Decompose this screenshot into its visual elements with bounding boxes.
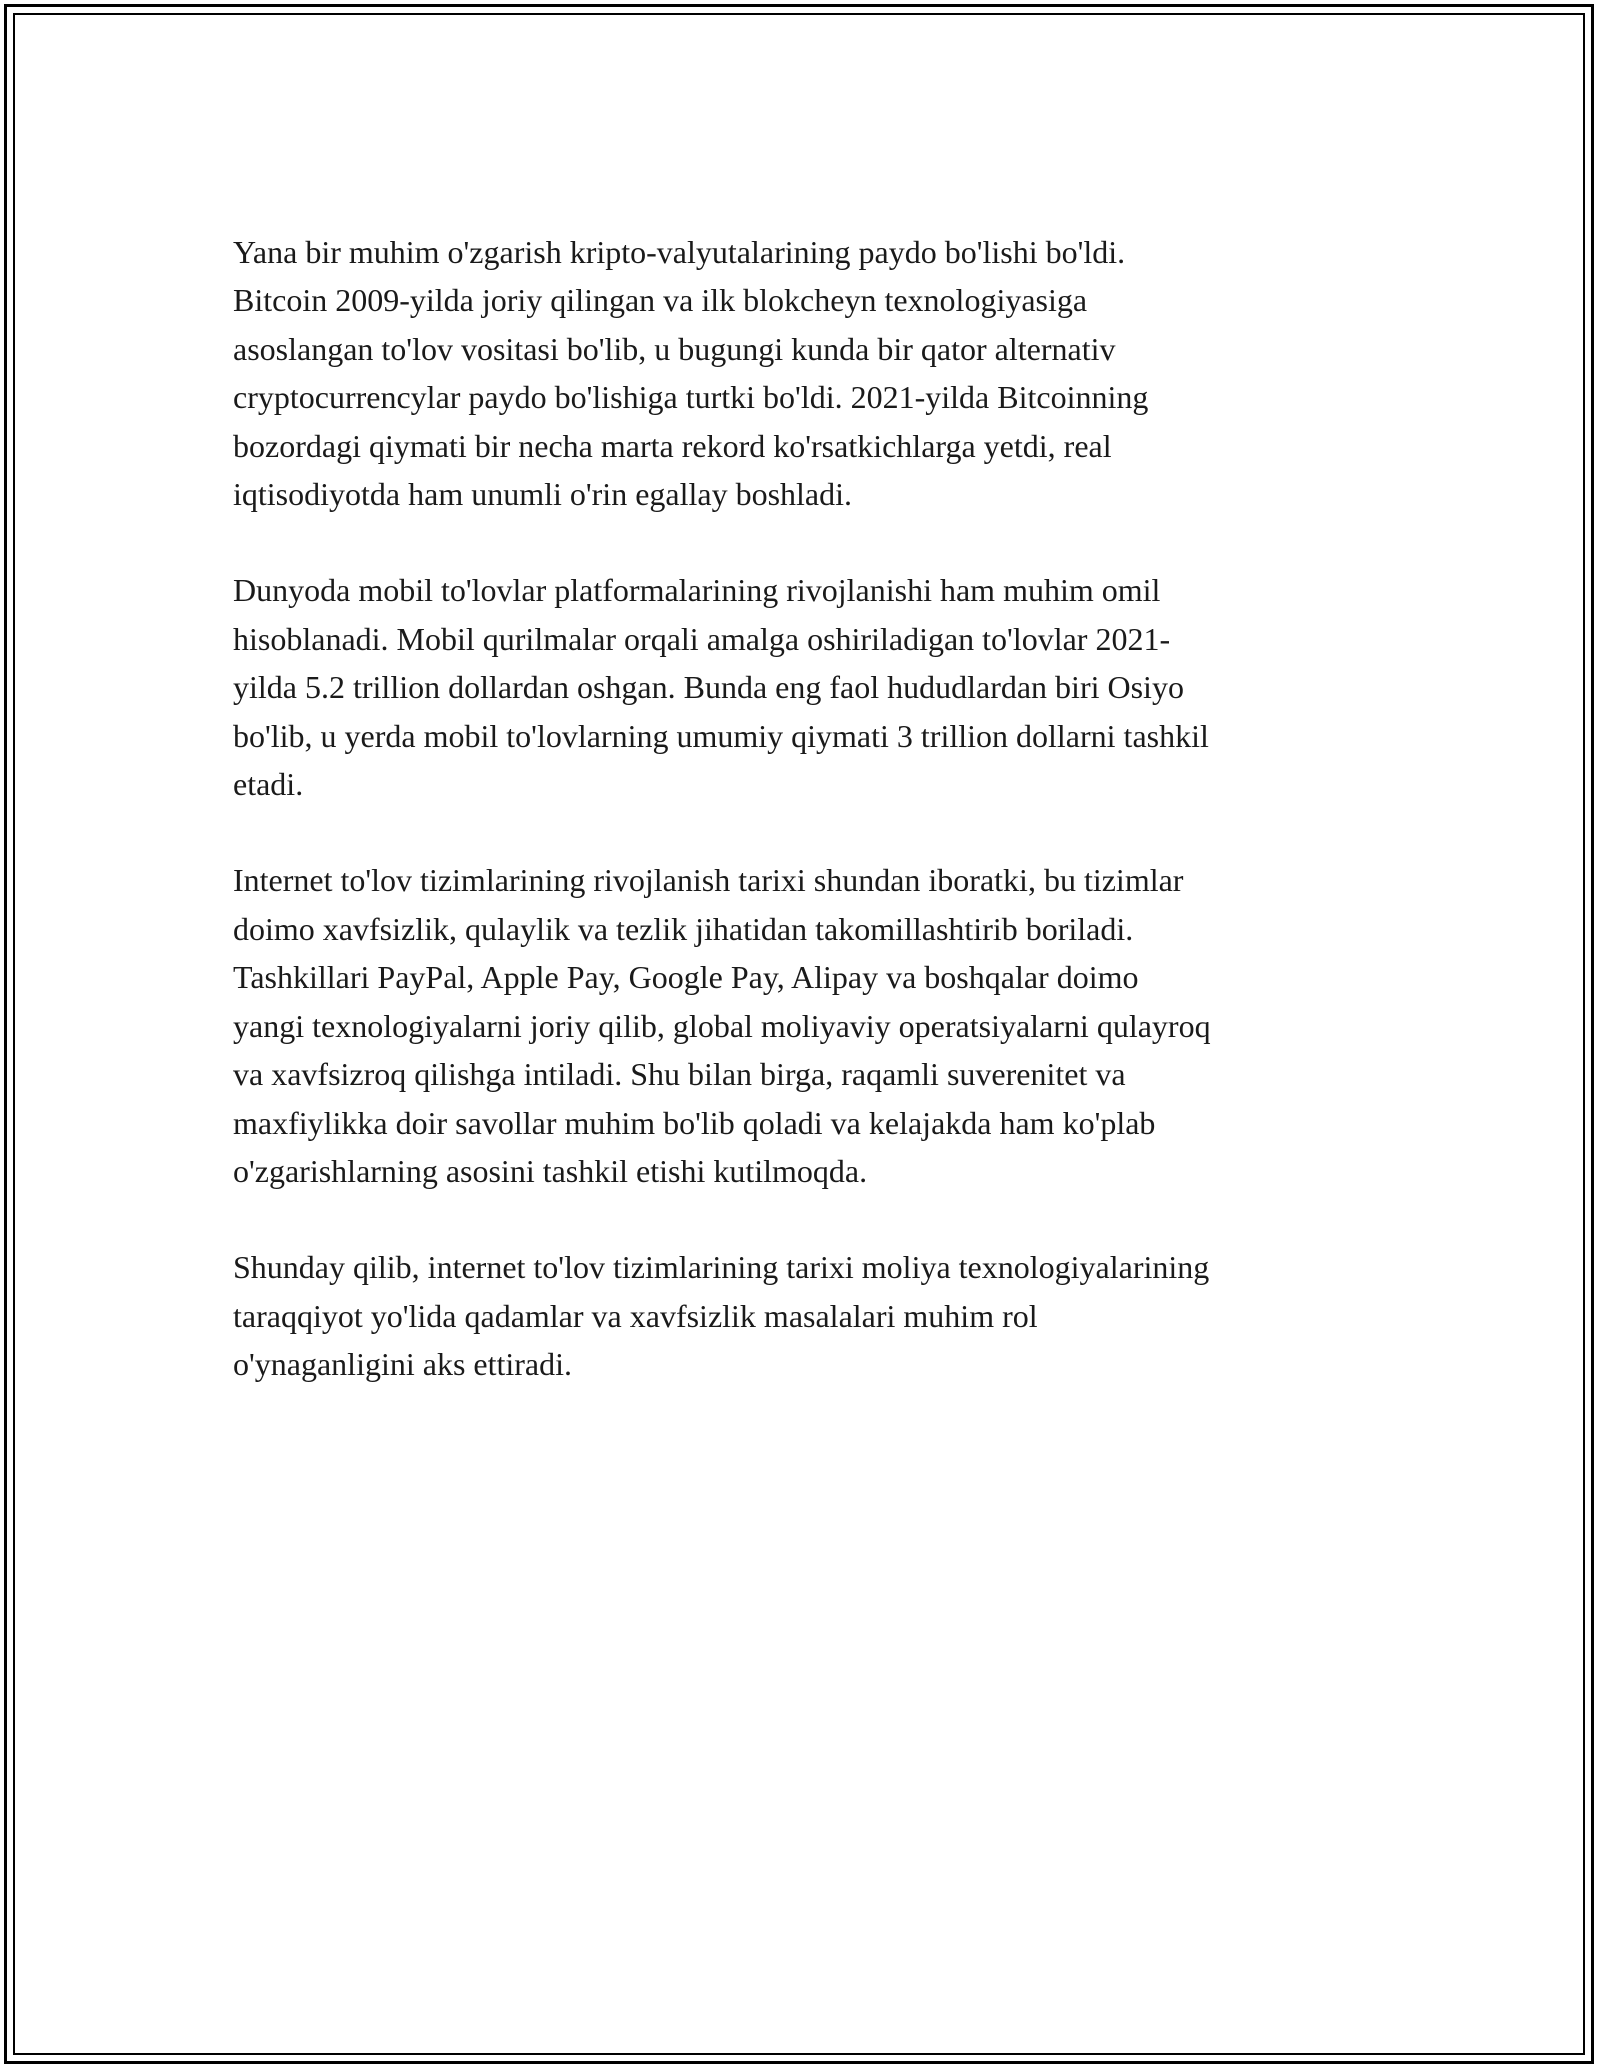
- text-line: maxfiylikka doir savollar muhim bo'lib qoladi va kelajakda ham ko'plab: [233, 1104, 1156, 1141]
- paragraph-payment-systems-history: [233, 856, 1373, 1195]
- text-line: hisoblanadi. Mobil qurilmalar orqali amalga oshiriladigan to'lovlar 2021-: [233, 620, 1171, 657]
- paragraph-conclusion: [233, 1243, 1373, 1388]
- text-line: bo'lib, u yerda mobil to'lovlarning umumiy qiymati 3 trillion dollarni tashkil: [233, 717, 1209, 754]
- text-line: Dunyoda mobil to'lovlar platformalarining rivojlanishi ham muhim omil: [233, 572, 1161, 609]
- text-line: o'zgarishlarning asosini tashkil etishi kutilmoqda.: [233, 1152, 868, 1189]
- paragraph-crypto: [233, 228, 1373, 518]
- text-line: Shunday qilib, internet to'lov tizimlarining tarixi moliya texnologiyalarining: [233, 1249, 1210, 1286]
- text-line: va xavfsizroq qilishga intiladi. Shu bilan birga, raqamli suverenitet va: [233, 1056, 1126, 1093]
- text-line: Yana bir muhim o'zgarish kripto-valyutalarining paydo bo'lishi bo'ldi.: [233, 234, 1126, 270]
- text-line: o'ynaganligini aks ettiradi.: [233, 1346, 573, 1383]
- text-line: etadi.: [233, 766, 304, 803]
- text-line: Bitcoin 2009-yilda joriy qilingan va ilk blokcheyn texnologiyasiga: [233, 282, 1088, 319]
- text-line: taraqqiyot yo'lida qadamlar va xavfsizlik masalalari muhim rol: [233, 1297, 1038, 1334]
- text-line: doimo xavfsizlik, qulaylik va tezlik jihatidan takomillashtirib boriladi.: [233, 910, 1134, 947]
- text-line: iqtisodiyotda ham unumli o'rin egallay boshladi.: [233, 476, 853, 513]
- text-line: cryptocurrencylar paydo bo'lishiga turtki bo'ldi. 2021-yilda Bitcoinning: [233, 379, 1149, 416]
- text-line: bozordagi qiymati bir necha marta rekord ko'rsatkichlarga yetdi, real: [233, 427, 1112, 464]
- text-line: Internet to'lov tizimlarining rivojlanish tarixi shundan iboratki, bu tizimlar: [233, 862, 1184, 899]
- text-line: yilda 5.2 trillion dollardan oshgan. Bunda eng faol hududlardan biri Osiyo: [233, 669, 1184, 706]
- text-line: asoslangan to'lov vositasi bo'lib, u bugungi kunda bir qator alternativ: [233, 330, 1116, 367]
- text-line: Tashkillari PayPal, Apple Pay, Google Pay, Alipay va boshqalar doimo: [233, 959, 1139, 996]
- paragraph-mobile-payments: [233, 566, 1373, 808]
- document-body: [233, 228, 1373, 1437]
- text-line: yangi texnologiyalarni joriy qilib, global moliyaviy operatsiyalarni qulayroq: [233, 1007, 1211, 1044]
